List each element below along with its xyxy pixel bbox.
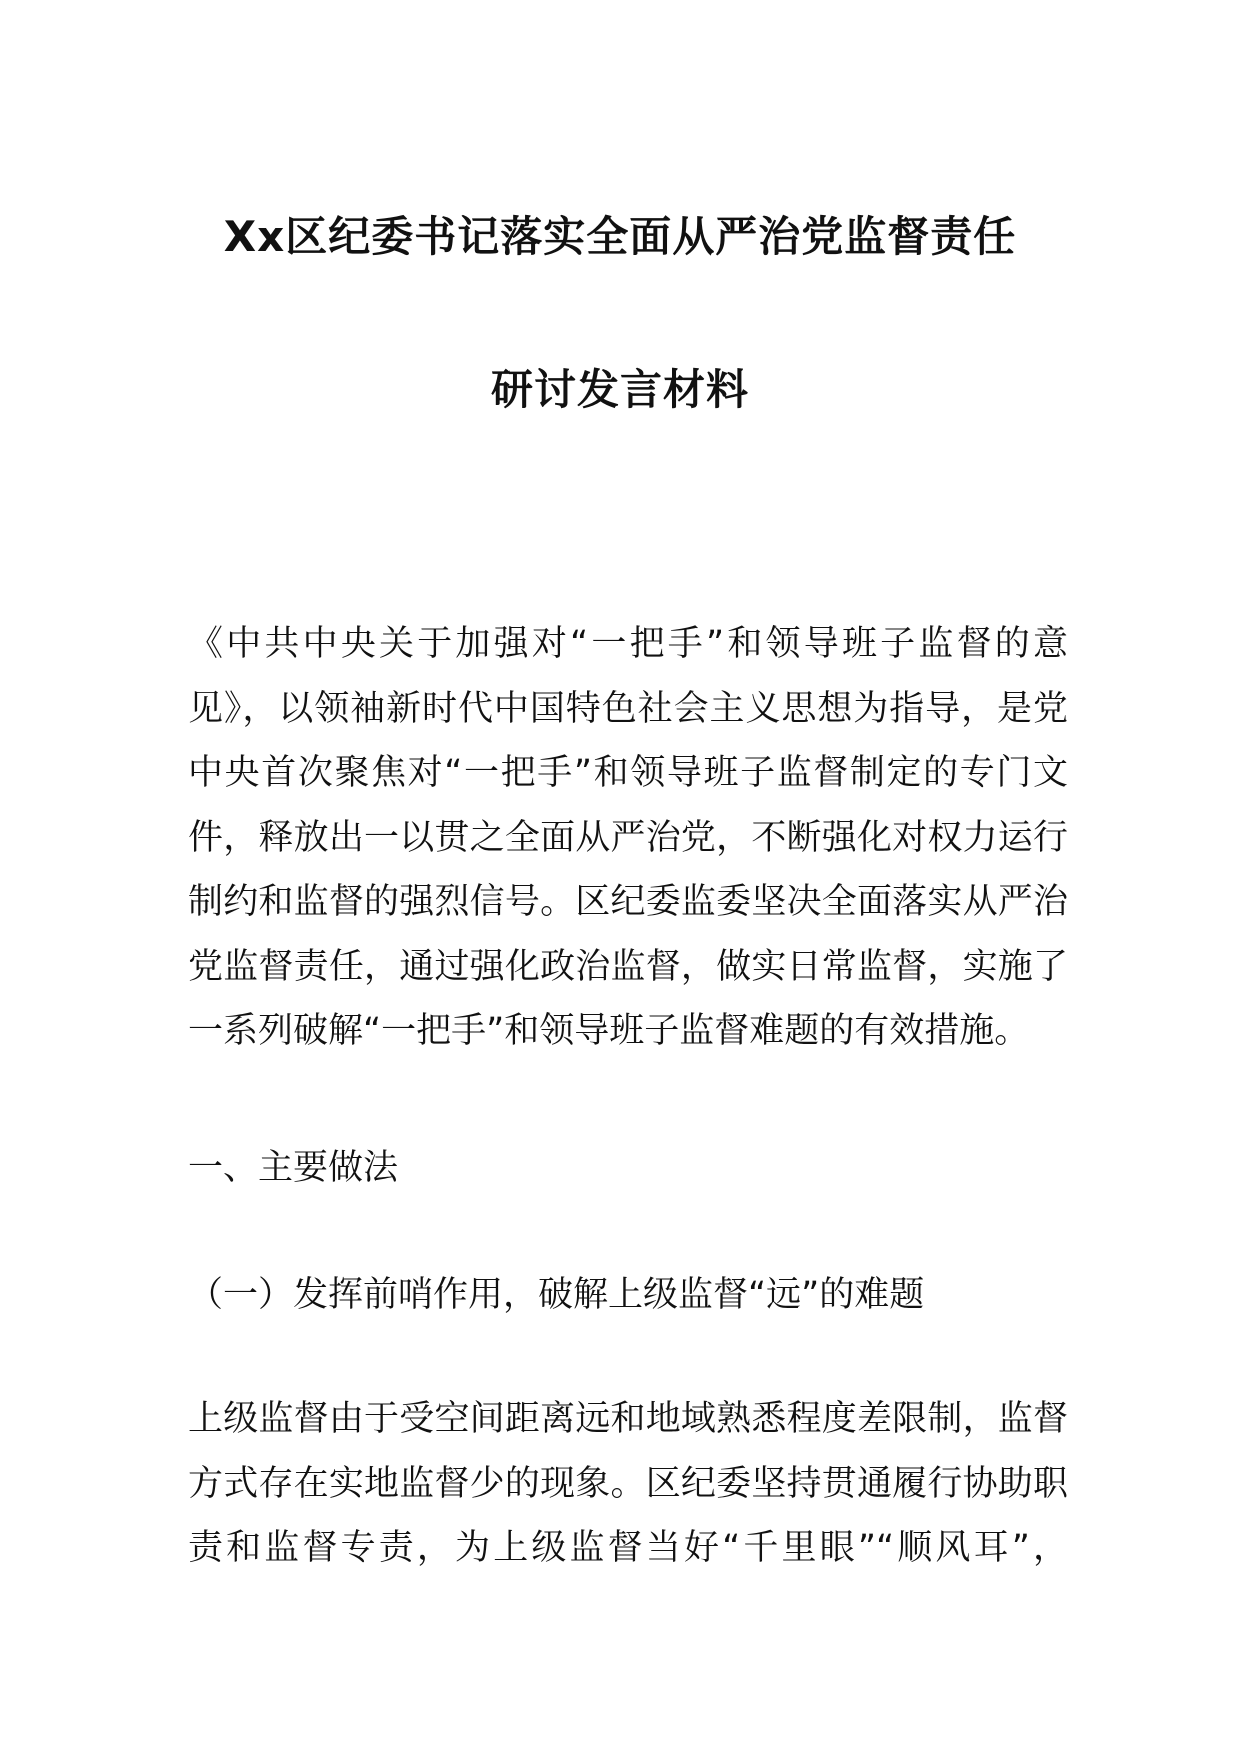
section-heading-text: 一、主要做法 [188,1148,399,1188]
intro-line-5: 制约和监督的强烈信号。区纪委监委坚决全面落实从严治 [188,882,1068,922]
subsection-heading [188,1263,1068,1328]
body-paragraph [188,1387,1068,1581]
body-line-1: 上级监督由于受空间距离远和地域熟悉程度差限制，监督 [188,1399,1068,1439]
section-heading [188,1136,1068,1201]
document-title-line-1: Xx区纪委书记落实全面从严治党监督责任 [223,212,1017,261]
intro-line-4: 件，释放出一以贯之全面从严治党，不断强化对权力运行 [188,817,1068,858]
intro-line-6: 党监督责任，通过强化政治监督，做实日常监督，实施了 [188,946,1068,987]
intro-line-7: 一系列破解“一把手”和领导班子监督难题的有效措施。 [188,1011,1030,1051]
body-line-2: 方式存在实地监督少的现象。区纪委坚持贯通履行协助职 [188,1463,1068,1504]
intro-line-2: 见》，以领袖新时代中国特色社会主义思想为指导，是党 [188,688,1068,729]
body-line-3: 责和监督专责，为上级监督当好“千里眼”“顺风耳”， [188,1528,1069,1568]
document-title-line-2: 研讨发言材料 [490,365,749,414]
intro-line-3: 中央首次聚焦对“一把手”和领导班子监督制定的专门文 [188,753,1068,793]
intro-paragraph [188,612,1068,1064]
intro-line-1: 《中共中央关于加强对“一把手”和领导班子监督的意 [188,624,1068,664]
subsection-heading-text: （一）发挥前哨作用，破解上级监督“远”的难题 [188,1275,925,1315]
